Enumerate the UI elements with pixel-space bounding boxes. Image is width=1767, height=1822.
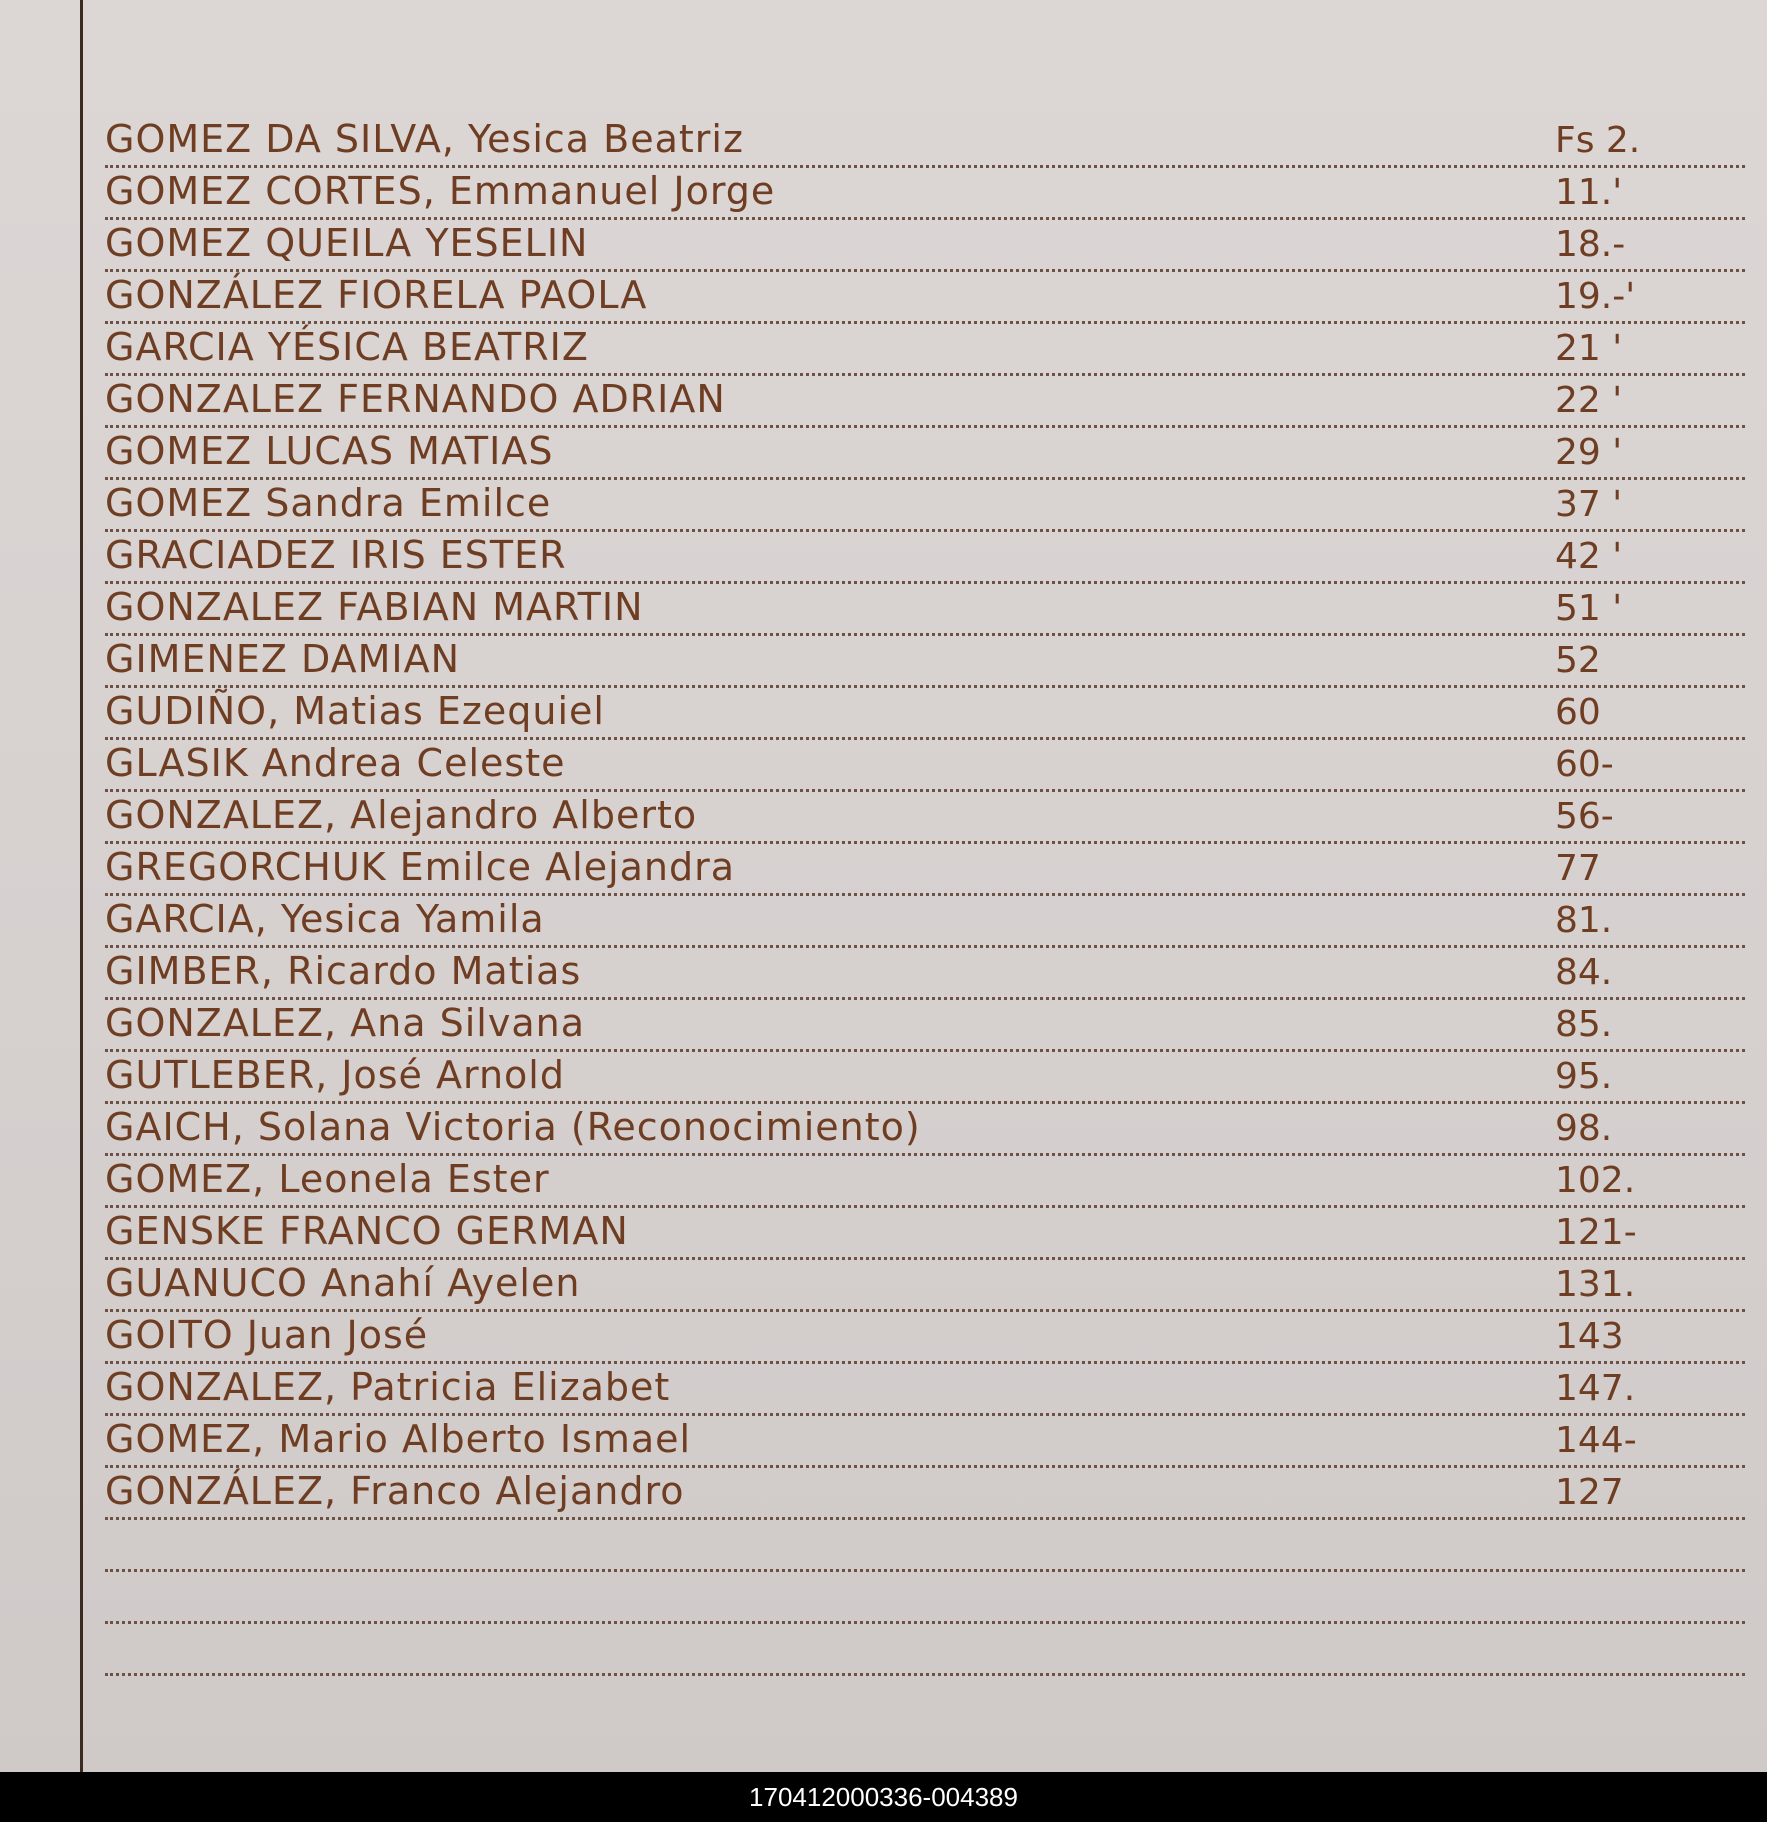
- entry-name: GOITO Juan José: [105, 1313, 429, 1357]
- list-item: [105, 741, 1745, 792]
- list-item: [105, 377, 1745, 428]
- list-item: [105, 1105, 1745, 1156]
- entry-folio: 147.: [1555, 1368, 1636, 1409]
- blank-ruled-line: [105, 1576, 1745, 1624]
- entry-folio: 52: [1555, 640, 1601, 681]
- entry-name: GOMEZ Sandra Emilce: [105, 481, 552, 525]
- entry-folio: 21 ': [1555, 328, 1623, 369]
- list-item: [105, 845, 1745, 896]
- entry-folio: 77: [1555, 848, 1601, 889]
- document-id-footer: 170412000336-004389: [0, 1772, 1767, 1822]
- entry-name: GARCIA YÉSICA BEATRIZ: [105, 325, 589, 369]
- list-item: [105, 793, 1745, 844]
- entry-folio: 85.: [1555, 1004, 1613, 1045]
- list-item: [105, 481, 1745, 532]
- entry-folio: 60: [1555, 692, 1601, 733]
- entry-folio: 29 ': [1555, 432, 1623, 473]
- entry-folio: 121-: [1555, 1212, 1637, 1253]
- list-item: [105, 949, 1745, 1000]
- entry-name: GOMEZ CORTES, Emmanuel Jorge: [105, 169, 776, 213]
- entry-name: GONZALEZ FERNANDO ADRIAN: [105, 377, 726, 421]
- list-item: [105, 1469, 1745, 1520]
- list-item: [105, 533, 1745, 584]
- entry-folio: 51 ': [1555, 588, 1623, 629]
- entry-name: GREGORCHUK Emilce Alejandra: [105, 845, 736, 889]
- entry-name: GUTLEBER, José Arnold: [105, 1053, 565, 1097]
- list-item: [105, 117, 1745, 168]
- entry-folio: 144-: [1555, 1420, 1637, 1461]
- entry-name: GONZALEZ, Patricia Elizabet: [105, 1365, 671, 1409]
- entry-folio: 81.: [1555, 900, 1613, 941]
- list-item: [105, 897, 1745, 948]
- list-item: [105, 1209, 1745, 1260]
- entry-name: GONZALEZ FABIAN MARTIN: [105, 585, 644, 629]
- entry-name: GONZALEZ, Ana Silvana: [105, 1001, 586, 1045]
- entry-name: GOMEZ DA SILVA, Yesica Beatriz: [105, 117, 744, 161]
- entry-name: GOMEZ QUEILA YESELIN: [105, 221, 589, 265]
- entry-name: GENSKE FRANCO GERMAN: [105, 1209, 629, 1253]
- list-item: [105, 637, 1745, 688]
- entry-name: GIMBER, Ricardo Matias: [105, 949, 582, 993]
- entry-name: GOMEZ, Leonela Ester: [105, 1157, 550, 1201]
- entry-folio: 42 ': [1555, 536, 1623, 577]
- entry-name: GUANUCO Anahí Ayelen: [105, 1261, 581, 1305]
- entry-name: GONZÁLEZ FIORELA PAOLA: [105, 273, 648, 317]
- list-item: [105, 1001, 1745, 1052]
- entry-folio: 131.: [1555, 1264, 1636, 1305]
- entry-folio: 56-: [1555, 796, 1614, 837]
- blank-ruled-line: [105, 1628, 1745, 1676]
- entry-folio: 60-: [1555, 744, 1614, 785]
- entry-name: GLASIK Andrea Celeste: [105, 741, 566, 785]
- entry-folio: 127: [1555, 1472, 1624, 1513]
- entry-name: GONZALEZ, Alejandro Alberto: [105, 793, 698, 837]
- entry-folio: Fs 2.: [1555, 120, 1641, 161]
- list-item: [105, 429, 1745, 480]
- list-item: [105, 1417, 1745, 1468]
- list-item: [105, 325, 1745, 376]
- entry-name: GARCIA, Yesica Yamila: [105, 897, 545, 941]
- list-item: [105, 221, 1745, 272]
- entry-folio: 143: [1555, 1316, 1624, 1357]
- entry-folio: 19.-': [1555, 276, 1636, 317]
- blank-ruled-line: [105, 1524, 1745, 1572]
- list-item: [105, 1313, 1745, 1364]
- list-item: [105, 1365, 1745, 1416]
- entry-folio: 95.: [1555, 1056, 1613, 1097]
- entry-name: GRACIADEZ IRIS ESTER: [105, 533, 567, 577]
- entry-folio: 37 ': [1555, 484, 1623, 525]
- list-item: [105, 1261, 1745, 1312]
- entry-name: GAICH, Solana Victoria (Reconocimiento): [105, 1105, 921, 1149]
- entry-folio: 11.': [1555, 172, 1623, 213]
- list-item: [105, 273, 1745, 324]
- entry-folio: 18.-: [1555, 224, 1626, 265]
- entry-folio: 84.: [1555, 952, 1613, 993]
- entry-name: GOMEZ LUCAS MATIAS: [105, 429, 554, 473]
- entry-name: GONZÁLEZ, Franco Alejandro: [105, 1469, 685, 1513]
- list-item: [105, 169, 1745, 220]
- list-item: [105, 1157, 1745, 1208]
- entry-name: GIMENEZ DAMIAN: [105, 637, 460, 681]
- entry-folio: 102.: [1555, 1160, 1636, 1201]
- entry-folio: 98.: [1555, 1108, 1613, 1149]
- entry-name: GUDIÑO, Matias Ezequiel: [105, 689, 605, 733]
- list-item: [105, 1053, 1745, 1104]
- list-item: [105, 585, 1745, 636]
- entry-name: GOMEZ, Mario Alberto Ismael: [105, 1417, 692, 1461]
- entry-folio: 22 ': [1555, 380, 1623, 421]
- list-item: [105, 689, 1745, 740]
